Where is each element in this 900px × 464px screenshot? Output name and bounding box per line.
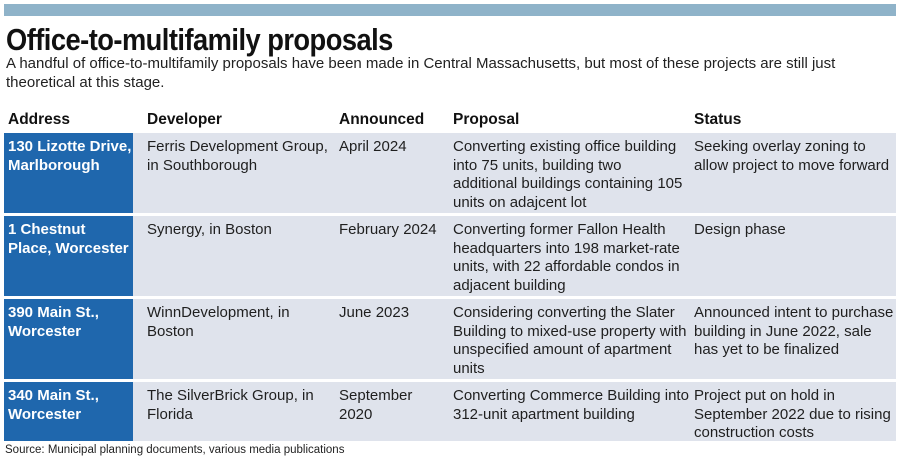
- table-row: [4, 382, 896, 441]
- announced-cell: February 2024: [339, 221, 437, 238]
- source-note: Source: Municipal planning documents, various media publications: [5, 444, 345, 456]
- developer-cell: The SilverBrick Group, in Florida: [147, 387, 314, 423]
- column-header-proposal: Proposal: [453, 111, 520, 128]
- status-cell: Seeking overlay zoning to allow project to move forward: [694, 138, 890, 174]
- announced-cell: September 2020: [339, 387, 413, 423]
- table-header: [4, 108, 896, 132]
- address-cell: 130 Lizotte Drive, Marlborough: [4, 133, 133, 213]
- proposal-cell: Converting Commerce Building into 312-unit apartment building: [453, 387, 689, 423]
- column-header-announced: Announced: [339, 111, 425, 128]
- status-cell: Design phase: [694, 221, 786, 238]
- address-cell: 340 Main St., Worcester: [4, 382, 133, 441]
- table-row: [4, 133, 896, 213]
- developer-cell: WinnDevelopment, in Boston: [147, 304, 290, 340]
- proposal-cell: Converting existing office building into 75 units, building two additional buildings containing 105 units on adajcent lot: [453, 138, 683, 211]
- column-header-developer: Developer: [147, 111, 222, 128]
- address-cell: 390 Main St., Worcester: [4, 299, 133, 379]
- developer-cell: Ferris Development Group, in Southborough: [147, 138, 328, 174]
- column-header-address: Address: [8, 111, 71, 128]
- address-cell: 1 Chestnut Place, Worcester: [4, 216, 133, 296]
- announced-cell: June 2023: [339, 304, 410, 321]
- table-row: [4, 299, 896, 379]
- proposal-cell: Considering converting the Slater Building to mixed-use property with unspecified amount of apartment units: [453, 304, 687, 377]
- status-cell: Project put on hold in September 2022 due to rising construction costs: [694, 387, 891, 441]
- page-subtitle: A handful of office-to-multifamily proposals have been made in Central Massachusetts, but most of these projects are still just theoretical at this stage.: [6, 55, 836, 91]
- announced-cell: April 2024: [339, 138, 407, 155]
- top-accent-bar: [4, 4, 896, 16]
- table-row: [4, 216, 896, 296]
- developer-cell: Synergy, in Boston: [147, 221, 272, 238]
- status-cell: Announced intent to purchase building in June 2022, sale has yet to be finalized: [694, 304, 894, 358]
- column-header-status: Status: [694, 111, 742, 128]
- page-title: Office-to-multifamily proposals: [6, 22, 393, 57]
- proposal-cell: Converting former Fallon Health headquarters into 198 market-rate units, with 22 affordable condos in adjacent building: [453, 221, 680, 294]
